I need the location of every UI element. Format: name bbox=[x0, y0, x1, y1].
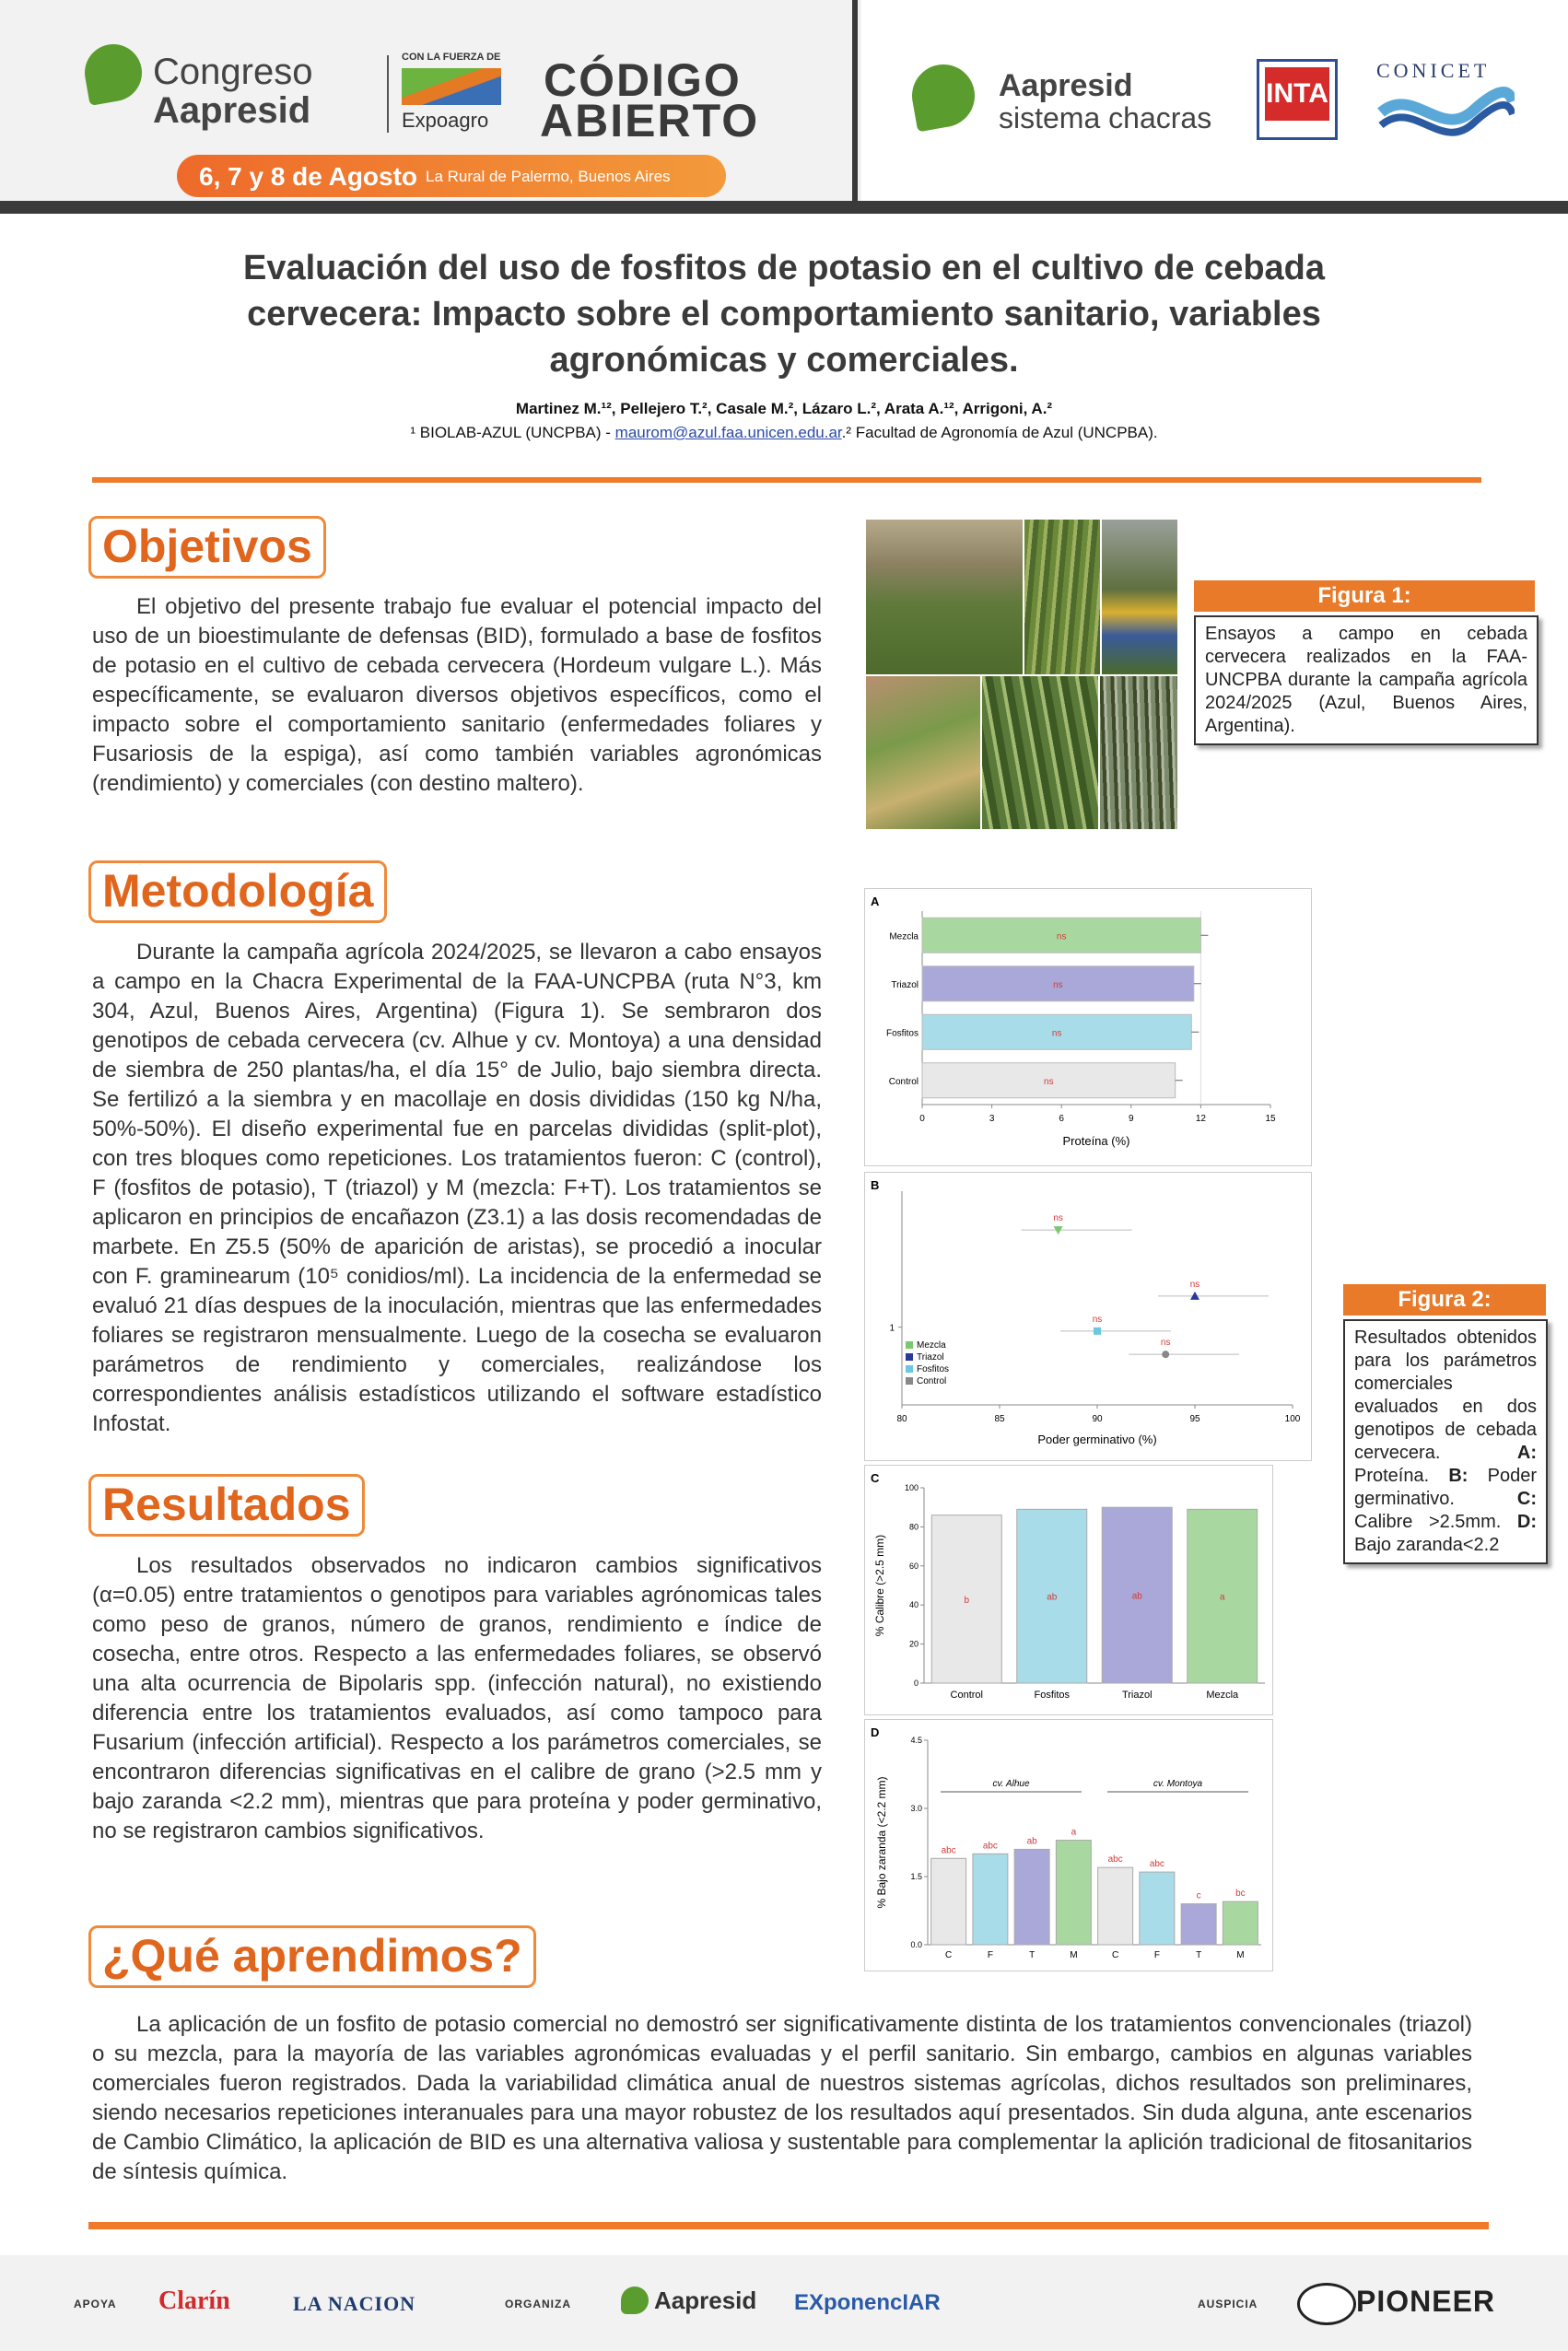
x-tick-label: 6 bbox=[1059, 1114, 1064, 1124]
category-label: M bbox=[1070, 1950, 1078, 1960]
category-label: Control bbox=[888, 1076, 919, 1087]
x-tick-label: 9 bbox=[1129, 1114, 1134, 1124]
affil-pre: ¹ BIOLAB-AZUL (UNCPBA) - bbox=[410, 424, 615, 441]
figure1-title: Figura 1: bbox=[1194, 580, 1535, 612]
y-tick-label: 100 bbox=[904, 1483, 919, 1492]
footer-apoya: APOYA bbox=[74, 2298, 117, 2310]
category-label: C bbox=[945, 1950, 953, 1960]
legend-swatch bbox=[906, 1341, 913, 1349]
conicet-wave-icon bbox=[1376, 85, 1515, 136]
chart-panel-a bbox=[864, 888, 1312, 1166]
sig-label: b bbox=[964, 1595, 970, 1606]
panel-letter: A bbox=[871, 895, 880, 908]
codigo-line2: ABIERTO bbox=[540, 95, 760, 146]
sig-label: bc bbox=[1235, 1889, 1246, 1900]
footer-auspicia: AUSPICIA bbox=[1198, 2298, 1258, 2310]
chart-panel-d bbox=[864, 1719, 1273, 1971]
footer-aapresid: Aapresid bbox=[654, 2287, 757, 2314]
codigo-line1: CÓDIGO bbox=[544, 54, 742, 106]
event-place: La Rural de Palermo, Buenos Aires bbox=[426, 168, 671, 185]
event-date: 6, 7 y 8 de Agosto bbox=[199, 162, 418, 191]
legend-swatch bbox=[906, 1377, 913, 1385]
group-label: cv. Montoya bbox=[1153, 1779, 1203, 1789]
header-dark-bar bbox=[0, 201, 1568, 214]
inta-label: INTA bbox=[1265, 67, 1329, 121]
field-photo-2 bbox=[1024, 520, 1100, 674]
expoagro-label: Expoagro bbox=[402, 109, 489, 132]
category-label: T bbox=[1029, 1950, 1036, 1960]
header-divider bbox=[852, 0, 858, 203]
legend-label: Fosfitos bbox=[917, 1364, 950, 1374]
sig-label: ns bbox=[1051, 1028, 1062, 1039]
y-axis-label: % Calibre (>2.5 mm) bbox=[873, 1534, 886, 1637]
y-axis-label: % Bajo zaranda (<2.2 mm) bbox=[875, 1776, 888, 1909]
chart-panel-c bbox=[864, 1465, 1273, 1715]
con-fuerza-label: CON LA FUERZA DE bbox=[402, 52, 501, 63]
field-photo-3 bbox=[1102, 520, 1177, 674]
section-heading-metodologia: Metodología bbox=[88, 860, 387, 923]
legend-label: Control bbox=[917, 1376, 947, 1386]
category-label: Triazol bbox=[1121, 1690, 1153, 1701]
section-heading-resultados: Resultados bbox=[88, 1474, 365, 1537]
category-label: T bbox=[1196, 1950, 1202, 1960]
y-tick-label: 20 bbox=[908, 1639, 919, 1649]
paper-affiliations bbox=[157, 424, 1411, 442]
x-axis-label: Poder germinativo (%) bbox=[1037, 1433, 1157, 1446]
sig-label: ns bbox=[1053, 1213, 1063, 1224]
legend-label: Mezcla bbox=[917, 1340, 946, 1351]
sig-label: ns bbox=[1160, 1338, 1171, 1349]
aprendimos-body bbox=[92, 2010, 1472, 2187]
sig-label: ns bbox=[1044, 1076, 1054, 1087]
sig-label: ab bbox=[1026, 1836, 1037, 1847]
paper-authors: Martinez M.¹², Pellejero T.², Casale M.², Lázaro L.², Arata A.¹², Arrigoni, A.² bbox=[515, 400, 1053, 417]
sig-label: ns bbox=[1053, 979, 1063, 990]
y-tick-label: 1 bbox=[889, 1323, 895, 1334]
field-photo-6 bbox=[1100, 676, 1177, 829]
section-heading-aprendimos: ¿Qué aprendimos? bbox=[88, 1925, 536, 1988]
sig-label: ab bbox=[1131, 1591, 1142, 1602]
aapresid-leaf-icon bbox=[907, 60, 980, 133]
expoagro-flag-icon bbox=[402, 68, 501, 105]
category-label: C bbox=[1112, 1950, 1119, 1960]
chart-d-svg bbox=[865, 1720, 1272, 1971]
field-photo-5 bbox=[982, 676, 1098, 829]
bar-f bbox=[1140, 1872, 1175, 1945]
category-label: Fosfitos bbox=[885, 1028, 919, 1039]
figure2-d-label: D: bbox=[1516, 1512, 1537, 1532]
aapresid-chacras-line1: Aapresid bbox=[999, 68, 1133, 103]
figure2-d-text: Bajo zaranda<2.2 bbox=[1354, 1535, 1500, 1555]
y-tick-label: 0 bbox=[913, 1678, 919, 1688]
bar-f bbox=[973, 1854, 1008, 1945]
category-label: F bbox=[987, 1950, 993, 1960]
header-banner bbox=[0, 0, 1568, 214]
figure2-a-text: Proteína. bbox=[1354, 1466, 1449, 1486]
title-separator bbox=[92, 477, 1481, 483]
panel-letter: C bbox=[871, 1471, 880, 1485]
bar-c bbox=[1098, 1867, 1133, 1945]
bar-m bbox=[1223, 1901, 1258, 1945]
sig-label: ns bbox=[1092, 1314, 1103, 1325]
category-label: F bbox=[1153, 1950, 1160, 1960]
sig-label: ab bbox=[1047, 1592, 1058, 1603]
chart-c-svg bbox=[865, 1466, 1272, 1714]
figure2-b-label: B: bbox=[1448, 1466, 1469, 1486]
x-tick-label: 100 bbox=[1284, 1414, 1301, 1424]
footer-pioneer: PIONEER bbox=[1356, 2285, 1496, 2318]
category-label: Mezcla bbox=[1206, 1690, 1239, 1701]
y-tick-label: 3.0 bbox=[910, 1804, 922, 1813]
footer-exponenciar: EXponencIAR bbox=[794, 2290, 941, 2315]
footer-organiza: ORGANIZA bbox=[505, 2298, 571, 2310]
sig-label: ns bbox=[1056, 931, 1067, 942]
pioneer-logo-icon bbox=[1297, 2283, 1356, 2325]
x-tick-label: 90 bbox=[1092, 1414, 1103, 1424]
field-photo-1 bbox=[866, 520, 1023, 674]
bottom-separator bbox=[88, 2222, 1489, 2229]
congreso-line2: Aapresid bbox=[153, 90, 311, 131]
x-axis-label: Proteína (%) bbox=[1062, 1134, 1130, 1148]
bar-t bbox=[1181, 1904, 1216, 1945]
footer-sponsors bbox=[0, 2255, 1568, 2351]
sig-label: c bbox=[1196, 1890, 1201, 1901]
footer-clarin: Clarín bbox=[158, 2287, 230, 2315]
y-tick-label: 1.5 bbox=[910, 1872, 922, 1881]
legend-label: Triazol bbox=[917, 1352, 944, 1363]
category-label: Triazol bbox=[891, 979, 919, 990]
y-tick-label: 40 bbox=[908, 1600, 919, 1610]
y-tick-label: 60 bbox=[908, 1561, 919, 1571]
affil-post: .² Facultad de Agronomía de Azul (UNCPBA). bbox=[841, 424, 1158, 441]
legend-swatch bbox=[906, 1353, 913, 1361]
resultados-body bbox=[92, 1551, 822, 1846]
section-heading-objetivos: Objetivos bbox=[88, 516, 326, 579]
y-tick-label: 0.0 bbox=[910, 1940, 922, 1949]
x-tick-label: 3 bbox=[989, 1114, 995, 1124]
sig-label: a bbox=[1071, 1827, 1077, 1838]
figure2-c-label: C: bbox=[1516, 1489, 1537, 1509]
y-tick-label: 80 bbox=[908, 1522, 919, 1532]
objetivos-text: El objetivo del presente trabajo fue evaluar el potencial impacto del uso de un bioestimulante de defensas (BID), formulado a base de fosfitos de potasio en el cultivo de cebada cervecera (Hordeum vulgare L.). Más específicamente, se evaluaron diversos objetivos específicos, como el impacto sobre el comportamiento sanitario (enfermedades foliares y Fusariosis de la espiga), así como también variables agronómicas (rendimiento) y comerciales (con destino maltero). bbox=[92, 594, 822, 796]
category-label: Mezcla bbox=[889, 931, 919, 942]
sig-label: a bbox=[1219, 1592, 1225, 1603]
x-tick-label: 15 bbox=[1265, 1114, 1276, 1124]
figure2-title: Figura 2: bbox=[1343, 1284, 1546, 1316]
x-tick-label: 95 bbox=[1189, 1414, 1200, 1424]
sig-label: abc bbox=[982, 1841, 998, 1852]
metodologia-text: Durante la campaña agrícola 2024/2025, se llevaron a cabo ensayos a campo en la Chacra Experimental de la FAA-UNCPBA (ruta N°3, km 304, Azul, Buenos Aires, Argentina) (Figura 1). Se sembraron dos genotipos de cebada cervecera (cv. Alhue y cv. Montoya) a una densidad de siembra de 250 plantas/ha, el día 15° de Julio, bajo siembra directa. Se fertilizó a la siembra y en macollaje en dosis divididas (150 kg N/ha, 50%-50%). El diseño experimental fue en parcelas divididas (split-plot), con tres bloques como repeticiones. Los tratamientos fueron: C (control), F (fosfitos de potasio), T (triazol) y M (mezcla: F+T). Los tratamientos se aplicaron en principios de encañazon (Z3.1) a las dosis recomendadas de marbete. En Z5.5 (50% de aparición de aristas), se procedió a inocular con F. graminearum (10⁵ conidios/ml). La incidencia de la enfermedad se evaluó 21 días despues de la inoculación, mientras que las enfermedades foliares se registraron mensualmente. Luego de la cosecha se evaluaron parámetros de rendimiento y comerciales, realizándose los correspondientes análisis estadísticos utilizando el software estadístico Infostat. bbox=[92, 940, 822, 1436]
bar-t bbox=[1014, 1849, 1049, 1945]
aapresid-chacras-line2: sistema chacras bbox=[999, 101, 1212, 135]
category-label: M bbox=[1236, 1950, 1245, 1960]
resultados-text: Los resultados observados no indicaron cambios significativos (α=0.05) entre tratamientos o genotipos para variables agrónomicas tales como peso de granos, número de granos, rendimiento e índice de cosecha, entre otros. Respecto a las enfermedades foliares, se observó una alta ocurrencia de Bipolaris spp. (infección natural), no existiendo diferencia entre los tratamientos evaluados, así como tampoco para Fusarium (infección artificial). Respecto a los parámetros comerciales, se encontraron diferencias significativas en el calibre de grano (>2.5 mm y bajo zaranda <2.2 mm), mientras que para proteína y poder germinativo, no se registraron cambios significativos. bbox=[92, 1553, 822, 1843]
figure2-caption bbox=[1343, 1319, 1548, 1564]
bar-c bbox=[931, 1858, 966, 1945]
point-triazol bbox=[1190, 1292, 1199, 1300]
congreso-line1: Congreso bbox=[153, 52, 313, 92]
sig-label: ns bbox=[1189, 1279, 1200, 1290]
sig-label: abc bbox=[941, 1845, 956, 1856]
footer-lanacion: LA NACION bbox=[293, 2292, 416, 2315]
figure1-caption: Ensayos a campo en cebada cervecera realizados en la FAA-UNCPBA durante la campaña agrícola 2024/2025 (Azul, Buenos Aires, Argentina). bbox=[1194, 615, 1539, 745]
panel-letter: B bbox=[871, 1178, 880, 1192]
field-photo-4 bbox=[866, 676, 980, 829]
figure2-caption-pre: Resultados obtenidos para los parámetros comerciales evaluados en dos genotipos de cebada cervecera. bbox=[1354, 1328, 1537, 1463]
x-tick-label: 85 bbox=[994, 1414, 1005, 1424]
inta-logo bbox=[1257, 59, 1338, 140]
sig-label: abc bbox=[1149, 1859, 1164, 1870]
panel-letter: D bbox=[871, 1725, 880, 1739]
conicet-label: CONICET bbox=[1376, 59, 1491, 82]
point-control bbox=[1162, 1351, 1169, 1358]
figure2-a-label: A: bbox=[1516, 1443, 1537, 1463]
footer-aapresid-leaf-icon bbox=[621, 2287, 649, 2314]
y-tick-label: 4.5 bbox=[910, 1736, 922, 1745]
metodologia-body bbox=[92, 938, 822, 1439]
chart-panel-b bbox=[864, 1172, 1312, 1461]
logo-divider bbox=[387, 55, 389, 133]
group-label: cv. Alhue bbox=[992, 1779, 1030, 1789]
date-pill bbox=[177, 155, 726, 197]
legend-swatch bbox=[906, 1365, 913, 1373]
point-fosfitos bbox=[1094, 1328, 1101, 1335]
chart-b-svg bbox=[865, 1173, 1311, 1460]
aprendimos-text: La aplicación de un fosfito de potasio comercial no demostró ser significativamente distinta de los tratamientos convencionales (triazol) o su mezcla, para la mayoría de las variables agronómicas evaluadas y el perfil sanitario. Sin embargo, cambios en algunas variables comerciales fueron registrados. Dada la variabilidad climática anual de nuestros sistemas agrícolas, dichos resultados son preliminares, siendo necesarios repeticiones interanuales para una mayor robustez de los resultados aquí presentados. Sin duda alguna, ante escenarios de Cambio Climático, la aplicación de BID es una alternativa valiosa y sustentable para complementar la aplición tradicional de fitosanitarios de síntesis química. bbox=[92, 2012, 1472, 2184]
objetivos-body bbox=[92, 592, 822, 799]
x-tick-label: 0 bbox=[919, 1114, 925, 1124]
figure2-c-text: Calibre >2.5mm. bbox=[1354, 1512, 1517, 1532]
affil-email-link[interactable]: maurom@azul.faa.unicen.edu.ar bbox=[614, 424, 842, 441]
chart-a-svg bbox=[865, 889, 1311, 1165]
category-label: Fosfitos bbox=[1034, 1690, 1071, 1701]
category-label: Control bbox=[950, 1690, 983, 1701]
figure2-b-text: Poder germinativo. bbox=[1354, 1466, 1537, 1509]
paper-title: Evaluación del uso de fosfitos de potasio en el cultivo de cebada cervecera: Impacto sobre el comportamiento sanitario, variables agronómicas y comerciales. bbox=[242, 249, 1326, 380]
bar-m bbox=[1056, 1841, 1091, 1945]
x-tick-label: 12 bbox=[1195, 1114, 1206, 1124]
x-tick-label: 80 bbox=[896, 1414, 907, 1424]
sig-label: abc bbox=[1107, 1854, 1123, 1866]
